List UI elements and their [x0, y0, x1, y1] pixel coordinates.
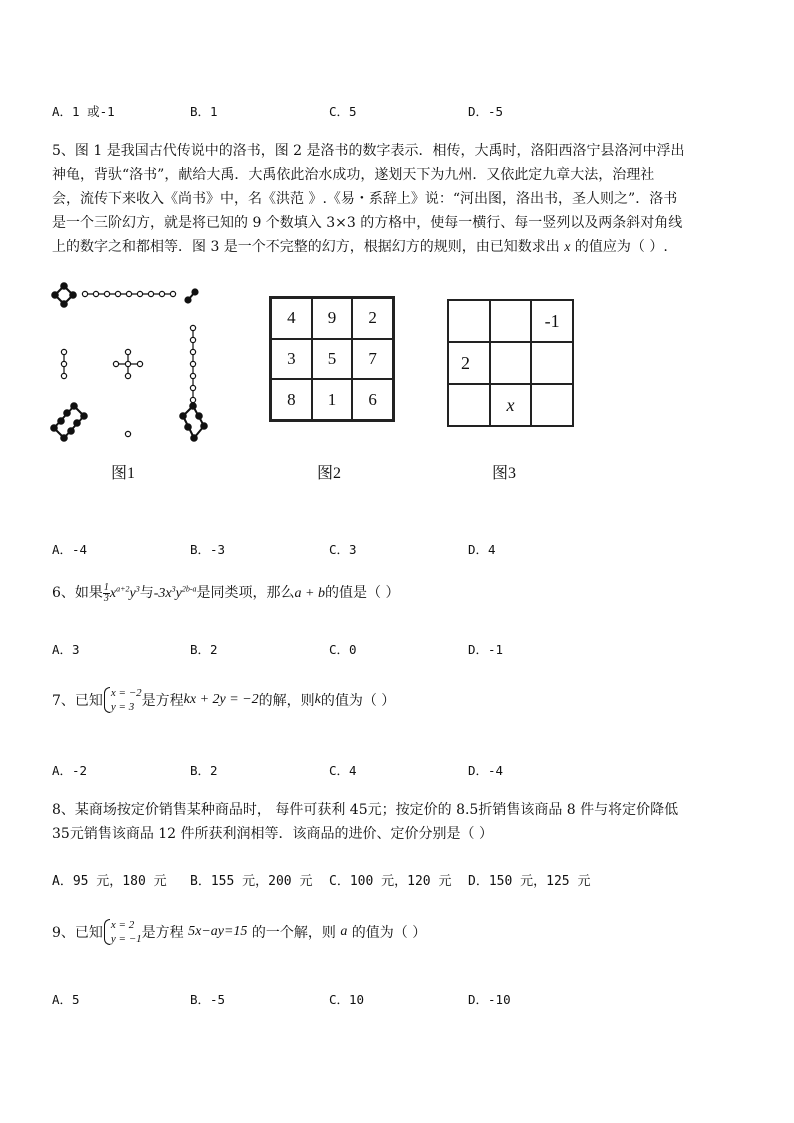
q6-stem: 6、如果 $\frac{1}{3}$ $x^{a+2}y^3$与$-3x^3y^{2b-a}$是同类项，那么a + b的值是（ ） — [52, 581, 400, 604]
q7-option-d: D．-4 — [468, 763, 504, 778]
q8-line-1: 8、某商场按定价销售某种商品时， 每件可获利 45元；按定价的 8.5折销售该商品 8 件与将定价降低 — [52, 802, 679, 818]
q7-option-c: C．4 — [329, 763, 357, 778]
fig2-cell: 4 — [271, 298, 312, 339]
luoshu-bottom-left-8 — [51, 403, 87, 441]
q4-option-a: A．1 或-1 — [52, 104, 115, 119]
figure-3-label: 图3 — [492, 465, 517, 482]
q5-option-d: D．4 — [468, 542, 496, 557]
fig2-cell: 9 — [312, 298, 353, 339]
figure-1-luoshu — [48, 282, 208, 442]
q9-option-a: A．5 — [52, 992, 80, 1007]
figure-2-label: 图2 — [317, 465, 342, 482]
fig2-cell: 6 — [352, 379, 393, 420]
q6-option-a: A．3 — [52, 642, 80, 657]
fig2-cell: 3 — [271, 339, 312, 380]
q9-option-c: C．10 — [329, 992, 365, 1007]
fig3-cell — [531, 342, 573, 384]
fig3-cell — [448, 384, 490, 426]
luoshu-bottom-right-6 — [180, 403, 207, 441]
q8-option-d: D．150 元，125 元 — [468, 874, 591, 889]
figure-2-magic-square — [269, 296, 395, 422]
fig2-cell: 2 — [352, 298, 393, 339]
luoshu-top-9 — [82, 291, 175, 296]
q7-system: x = −2 y = 3 — [103, 686, 142, 714]
q6-fraction: $\frac{1}{3}$ — [103, 581, 109, 604]
fig3-cell-x: x — [490, 384, 532, 426]
fig2-cell: 8 — [271, 379, 312, 420]
fig2-cell: 5 — [312, 339, 353, 380]
luoshu-bottom-1 — [125, 431, 130, 436]
q9-system: x = 2 y = −1 — [103, 918, 142, 946]
q8-option-a: A．95 元，180 元 — [52, 874, 167, 889]
q5-option-c: C．3 — [329, 542, 357, 557]
q9-option-b: B．-5 — [190, 992, 226, 1007]
q6-option-c: C．0 — [329, 642, 357, 657]
q7-option-b: B．2 — [190, 763, 218, 778]
q4-option-c: C．5 — [329, 104, 357, 119]
fig3-cell: 2 — [448, 342, 490, 384]
q5-line-1: 5、图 1 是我国古代传说中的洛书，图 2 是洛书的数字表示．相传，大禹时，洛阳西洛宁县洛河中浮出 — [52, 143, 685, 159]
q5-option-b: B．-3 — [190, 542, 226, 557]
q5-line-2: 神龟，背驮“洛书”，献给大禹．大禹依此治水成功，遂划天下为九州．又依此定九章大法，治理社 — [52, 167, 655, 183]
q8-line-2: 35元销售该商品 12 件所获利润相等．该商品的进价、定价分别是（ ） — [52, 826, 493, 842]
luoshu-center-5 — [113, 349, 142, 378]
fig3-cell: -1 — [531, 300, 573, 342]
fig3-cell — [490, 342, 532, 384]
fig3-cell — [448, 300, 490, 342]
q4-option-b: B．1 — [190, 104, 218, 119]
q4-option-d: D．-5 — [468, 104, 504, 119]
q6-option-d: D．-1 — [468, 642, 504, 657]
q9-stem: 9、已知 x = 2 y = −1 是方程 5x−ay=15 的一个解，则 a 的值为（ ） — [52, 919, 427, 945]
fig3-cell — [531, 384, 573, 426]
luoshu-left-3 — [61, 349, 66, 378]
q8-option-b: B．155 元，200 元 — [190, 874, 313, 889]
q7-option-a: A．-2 — [52, 763, 88, 778]
luoshu-top-left-4 — [52, 283, 76, 307]
fig3-cell — [490, 300, 532, 342]
q7-stem: 7、已知 x = −2 y = 3 是方程kx + 2y = −2的解，则k的值为（ ） — [52, 687, 396, 713]
q8-text — [52, 798, 752, 846]
fig2-cell: 7 — [352, 339, 393, 380]
luoshu-right-7 — [190, 325, 195, 402]
fig2-cell: 1 — [312, 379, 353, 420]
q5-line-5: 上的数字之和都相等．图 3 是一个不完整的幻方，根据幻方的规则，由已知数求出 x 的值应为（ ）. — [52, 239, 668, 255]
figure-3-incomplete-square — [447, 299, 574, 427]
q5-option-a: A．-4 — [52, 542, 88, 557]
q5-var-x: x — [564, 240, 571, 255]
luoshu-top-right-2 — [185, 289, 197, 302]
q5-text — [52, 139, 752, 260]
q8-option-c: C．100 元，120 元 — [329, 874, 452, 889]
q6-option-b: B．2 — [190, 642, 218, 657]
q5-line-3: 会，流传下来收入《尚书》中，名《洪范 》.《易・系辞上》说：“河出图，洛出书，圣人则之”．洛书 — [52, 191, 678, 207]
q9-option-d: D．-10 — [468, 992, 511, 1007]
figure-1-label: 图1 — [111, 465, 136, 482]
q5-line-4: 是一个三阶幻方，就是将已知的 9 个数填入 3×3 的方格中，使每一横行、每一竖列以及两条斜对角线 — [52, 215, 683, 231]
